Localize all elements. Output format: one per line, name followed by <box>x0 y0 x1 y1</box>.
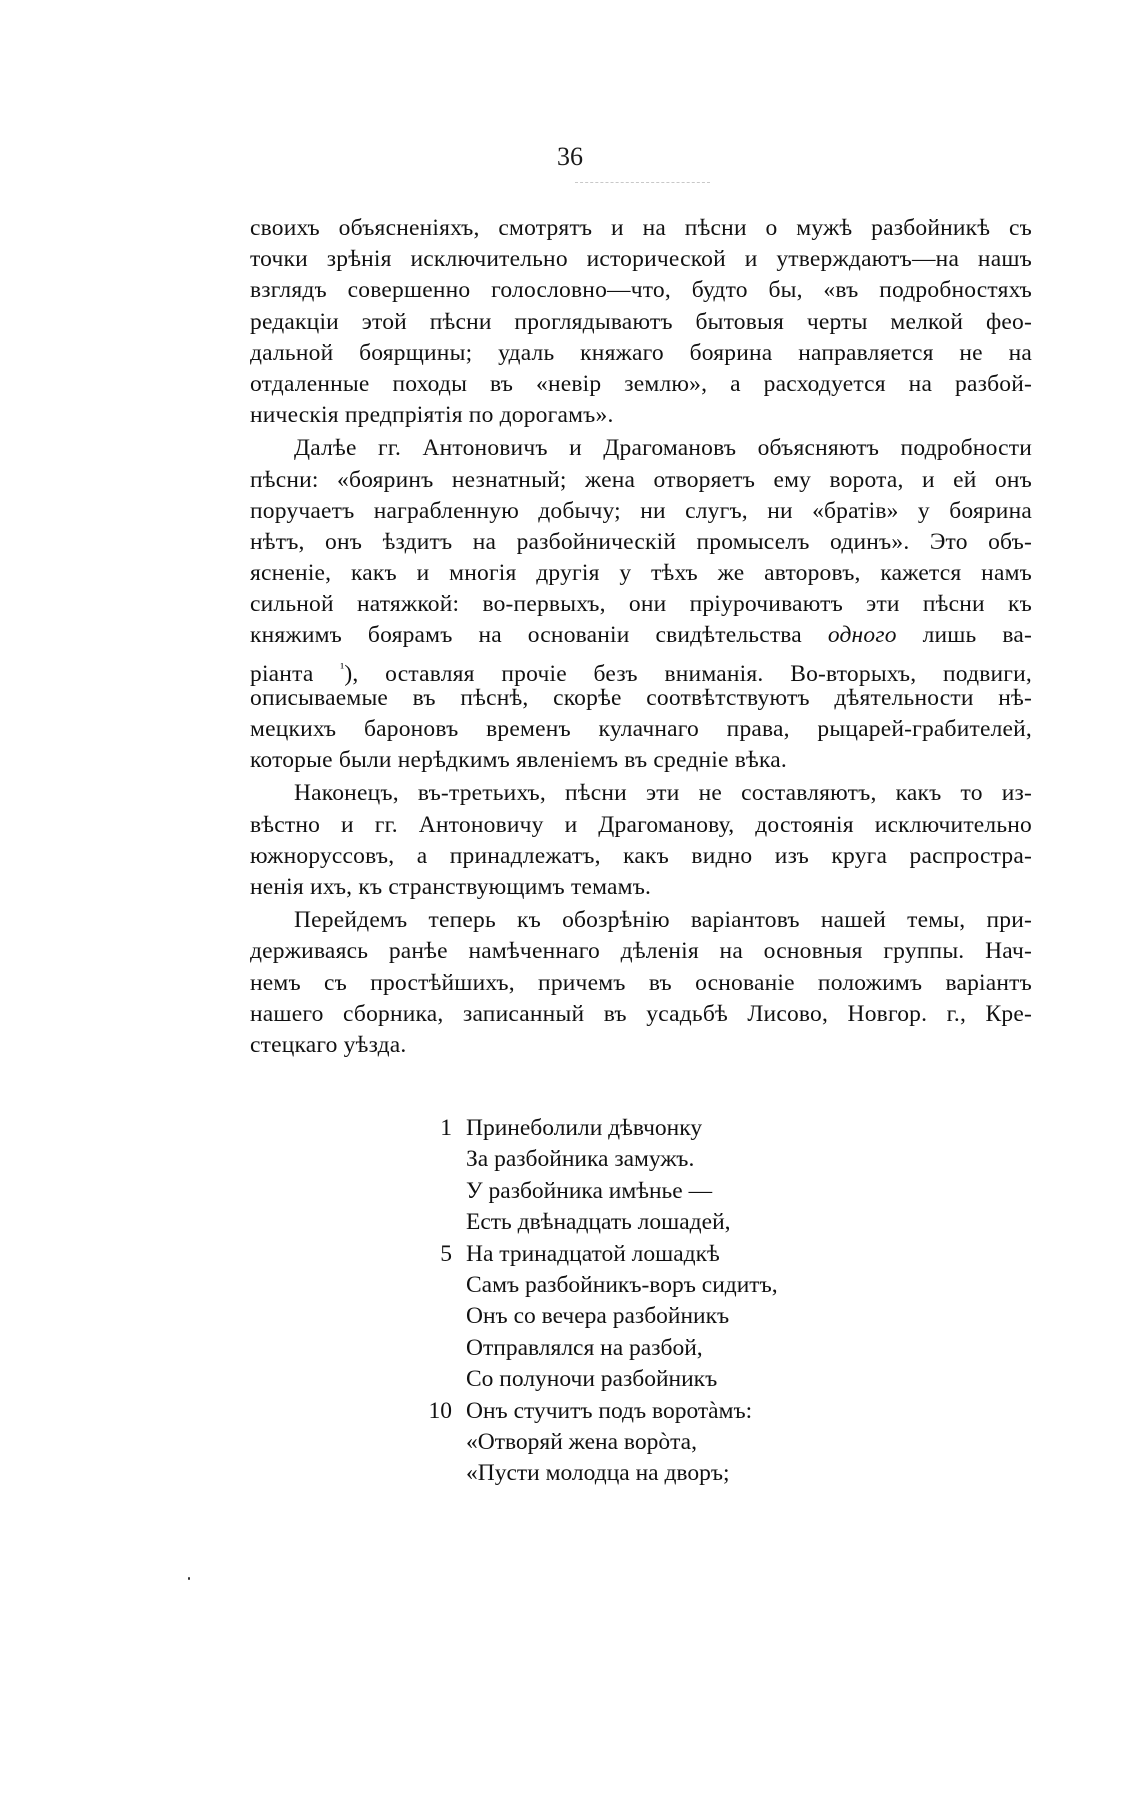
text-line: ненія ихъ, къ странствующимъ темамъ. <box>250 873 652 900</box>
verse-text: Со полуночи разбойникъ <box>466 1366 718 1393</box>
text-line: дальной боярщины; удаль княжаго боярина направляется не на <box>250 339 1032 366</box>
verse-text: Есть двѣнадцать лошадей, <box>466 1209 731 1236</box>
header-rule <box>575 182 710 183</box>
verse-line <box>418 1113 938 1144</box>
verse-line-number <box>418 1301 466 1332</box>
text-line: Наконецъ, въ-третьихъ, пѣсни эти не составляютъ, какъ то из- <box>294 780 1032 807</box>
verse-line-number <box>418 1176 466 1207</box>
verse-text: Отправлялся на разбой, <box>466 1334 703 1361</box>
verse-line-number: 1 <box>440 1115 452 1141</box>
text-line: стецкаго уѣзда. <box>250 1031 407 1058</box>
text-line: поручаетъ награбленную добычу; ни слугъ, ни «братів» у боярина <box>250 497 1032 524</box>
text-line: точки зрѣнія исключительно исторической и утверждаютъ—на нашъ <box>250 246 1032 273</box>
text-line: нашего сборника, записанный въ усадьбѣ Лисово, Новгор. г., Кре- <box>250 1000 1032 1027</box>
verse-text: На тринадцатой лошадкѣ <box>466 1240 720 1267</box>
text-line: немъ съ простѣйшихъ, причемъ въ основаніе положимъ варіантъ <box>250 969 1032 996</box>
text-line: редакціи этой пѣсни проглядываютъ бытовыя черты мелкой фео- <box>250 308 1032 335</box>
text-line: нѣтъ, онъ ѣздитъ на разбойническій промыселъ одинъ». Это объ- <box>250 528 1032 555</box>
text-line: ясненіе, какъ и многія другія у тѣхъ же авторовъ, кажется намъ <box>250 560 1032 587</box>
verse-line <box>418 1396 938 1427</box>
text-line: которые были нерѣдкимъ явленіемъ въ средніе вѣка. <box>250 747 787 774</box>
verse-text: У разбойника имѣнье — <box>466 1177 713 1204</box>
text-line: описываемые въ пѣснѣ, скорѣе соотвѣтствуютъ дѣятельности нѣ- <box>250 684 1032 711</box>
italic-emphasis: одного <box>827 622 897 649</box>
verse-line <box>418 1333 938 1364</box>
verse-line-number <box>418 1207 466 1238</box>
text-line: Перейдемъ теперь къ обозрѣнію варіантовъ нашей темы, при- <box>294 907 1032 934</box>
scan-speck <box>188 1577 190 1580</box>
verse-text: «Отворяй жена ворòта, <box>466 1428 697 1455</box>
verse-block <box>418 1113 938 1490</box>
verse-text: Самъ разбойникъ-воръ сидитъ, <box>466 1271 778 1298</box>
text-line: взглядъ совершенно голословно—что, будто бы, «въ подробностяхъ <box>250 277 1032 304</box>
paragraph-4 <box>250 905 1032 1061</box>
verse-text: «Пусти молодца на дворъ; <box>466 1460 730 1487</box>
page-number: 36 <box>557 142 583 171</box>
text-line-with-italic <box>250 620 1032 651</box>
verse-text: Принеболили дѣвчонку <box>466 1115 703 1141</box>
verse-text: За разбойника замужъ. <box>466 1146 695 1173</box>
prose-body <box>250 213 1032 1061</box>
verse-line-number: 5 <box>440 1240 452 1267</box>
text-line: своихъ объясненіяхъ, смотрятъ и на пѣсни о мужѣ разбойникѣ съ <box>250 215 1032 241</box>
text-segment: ріанта <box>250 660 314 687</box>
text-line: отдаленные походы въ «невір землю», а расходуется на разбой- <box>250 370 1032 397</box>
verse-line-number <box>418 1333 466 1364</box>
verse-line <box>418 1364 938 1395</box>
verse-line <box>418 1176 938 1207</box>
paragraph-3 <box>250 778 1032 903</box>
text-line: пѣсни: «бояринъ незнатный; жена отворяетъ ему ворота, и ей онъ <box>250 466 1032 493</box>
text-segment: лишь ва- <box>922 622 1033 649</box>
footnote-marker[interactable]: ¹ <box>340 659 345 675</box>
text-line: южноруссовъ, а принадлежатъ, какъ видно изъ круга распростра- <box>250 842 1032 869</box>
text-line: держиваясь ранѣе намѣченнаго дѣленія на основныя группы. Нач- <box>250 938 1032 965</box>
verse-line-number <box>418 1270 466 1301</box>
verse-line-number <box>418 1458 466 1489</box>
text-line: Далѣе гг. Антоновичъ и Драгомановъ объясняютъ подробности <box>294 435 1032 462</box>
paragraph-1 <box>250 213 1032 431</box>
text-line-with-footnote <box>250 652 1032 687</box>
paragraph-2 <box>250 433 1032 776</box>
verse-line <box>418 1301 938 1332</box>
text-line: ническія предпріятія по дорогамъ». <box>250 402 614 429</box>
text-line: вѣстно и гг. Антоновичу и Драгоманову, достоянія исключительно <box>250 811 1032 838</box>
verse-line <box>418 1207 938 1238</box>
verse-line-number <box>418 1144 466 1175</box>
verse-line <box>418 1458 938 1489</box>
text-segment: ), оставляя прочіе безъ вниманія. Во-вторыхъ, подвиги, <box>344 660 1032 687</box>
verse-line-number <box>418 1427 466 1458</box>
text-segment: княжимъ боярамъ на основаніи свидѣтельства <box>250 622 802 649</box>
verse-text: Онъ со вечера разбойникъ <box>466 1303 730 1330</box>
verse-line-number <box>418 1364 466 1395</box>
verse-line <box>418 1270 938 1301</box>
verse-line <box>418 1239 938 1270</box>
verse-line <box>418 1427 938 1458</box>
text-line: сильной натяжкой: во-первыхъ, они пріурочиваютъ эти пѣсни къ <box>250 591 1032 618</box>
verse-line-number: 10 <box>428 1397 452 1424</box>
verse-text: Онъ стучитъ подъ воротàмъ: <box>466 1397 753 1424</box>
text-line: мецкихъ бароновъ временъ кулачнаго права, рыцарей-грабителей, <box>250 716 1032 742</box>
verse-line <box>418 1144 938 1175</box>
